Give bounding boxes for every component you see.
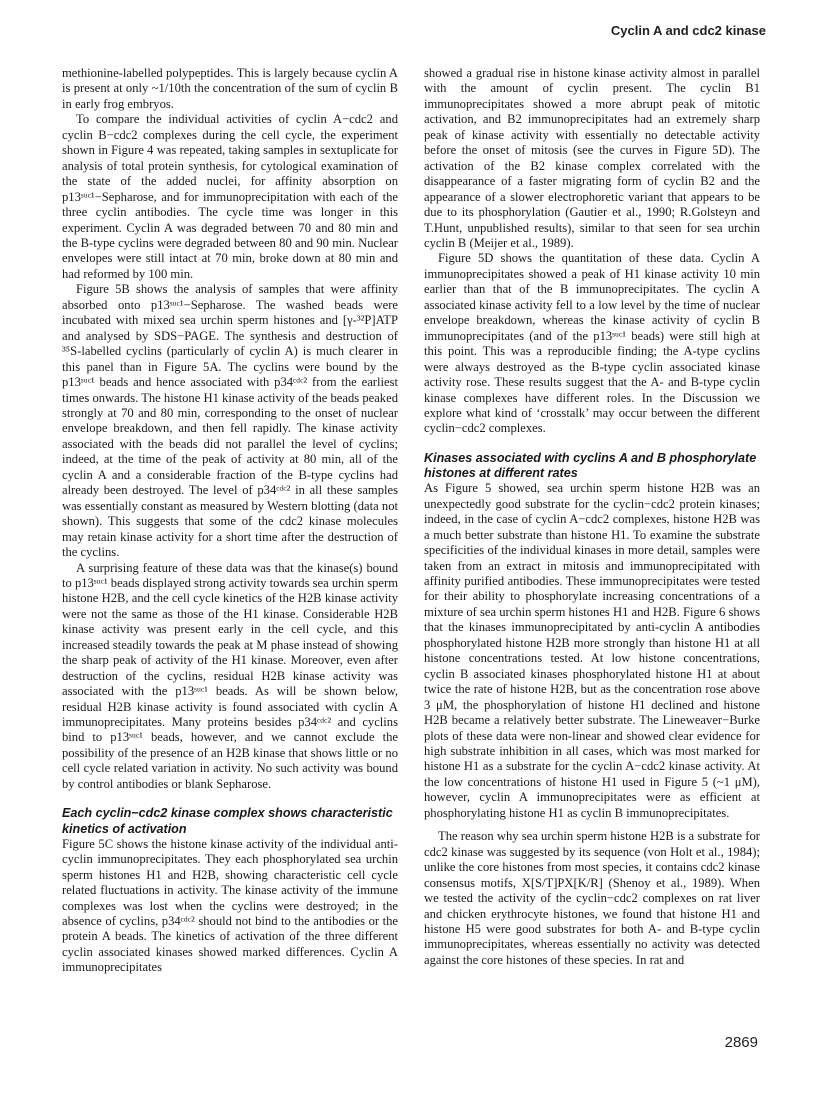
paragraph: As Figure 5 showed, sea urchin sperm histone H2B was an unexpectedly good substrate for the cyclin−cdc2 protein kinases; indeed, in the case of cyclin A−cdc2 complexes, histone H2B was a much better substrate than histone H1. To examine the substrate specificities of the individual kinases in more detail, samples were taken from an extract in mitosis and immunoprecipitated with affinity purified antibodies. These immunoprecipitates were tested for their ability to phosphorylate increasing concentrations of a mixture of sea urchin sperm histones H1 and H2B. Figure 6 shows that the kinases immunoprecipitated by anti-cyclin A antibodies phosphorylated histone H2B more strongly than histone H1 at all histone concentrations tested. At low histone concentrations, cyclin B associated kinases phosphorylated histone H1 at about twice the rate of histone H2B, but as the concentration rose above 3 μM, the phosphorylation of histone H1 declined and histone H2B became a relatively better substrate. The Lineweaver−Burke plots of these data were non-linear and showed clear evidence for high substrate inhibition in all cases, which was most marked for histone H1 as a substrate for the cyclin A−cdc2 kinase activity. At the low concentrations of histone H1 used in Figure 5 (~1 μM), however, cyclin A immunoprecipitates were as efficient at phosphorylating histone H1 as cyclin B immunoprecipitates. (424, 481, 760, 820)
paragraph: A surprising feature of these data was that the kinase(s) bound to p13ˢᵘᶜ¹ beads displayed strong activity towards sea urchin sperm histone H2B, and the cell cycle kinetics of the H2B kinase activity were not the same as those of the H1 kinase. Considerable H2B kinase activity was present early in the cell cycle, and this increased steadily towards the peak at M phase instead of showing the sharp peak of activity of the H1 kinase. Moreover, even after destruction of the cyclins, residual H2B kinase activity was associated with the p13ˢᵘᶜ¹ beads. As will be shown below, residual H2B kinase activity is found associated with cyclin A immunoprecipitates. Many proteins besides p34ᶜᵈᶜ² and cyclins bind to p13ˢᵘᶜ¹ beads, however, and we cannot exclude the possibility of the presence of an H2B kinase that shows little or no cell cycle related variation in activity. No such activity was bound by control antibodies or blank Sepharose. (62, 560, 398, 791)
section-heading: Kinases associated with cyclins A and B phosphorylate histones at different rates (424, 450, 757, 481)
paragraph: Figure 5C shows the histone kinase activity of the individual anti-cyclin immunoprecipitates. They each phosphorylated sea urchin sperm histones H1 and H2B, showing characteristic cell cycle related fluctuations in activity. The kinase activity of the immune complexes was lost when the cyclins were destroyed; in the absence of cyclins, p34ᶜᵈᶜ² should not bind to the antibodies or the protein A beads. The kinetics of activation of the three different cyclin associated kinases showed marked differences. Cyclin A immunoprecipitates (62, 836, 398, 975)
paragraph: The reason why sea urchin sperm histone H2B is a substrate for cdc2 kinase was suggested by its sequence (von Holt et al., 1984); unlike the core histones from most species, it contains cdc2 kinase consensus motifs, X[S/T]PX[K/R] (Shenoy et al., 1989). When we tested the activity of the cyclin−cdc2 complexes on rat liver and chicken erythrocyte histones, we found that histone H1 and histone H5 were good substrates for both A- and B-type cyclin immunoprecipitates, whereas essentially no activity was detected against the core histones of these species. In rat and (424, 829, 760, 967)
page-number: 2869 (724, 1034, 758, 1051)
left-column (62, 66, 398, 976)
section-heading: Each cyclin−cdc2 kinase complex shows characteristic kinetics of activation (62, 806, 393, 836)
right-column (424, 66, 760, 968)
paragraph: Figure 5D shows the quantitation of these data. Cyclin A immunoprecipitates showed a peak of H1 kinase activity 10 min earlier than that of the B immunoprecipitates. The cyclin A associated kinase activity fell to a low level by the time of nuclear envelope breakdown, whereas the kinase activity of cyclin B immunoprecipitates (and of the p13ˢᵘᶜ¹ beads) were still high at this point. This was a reproducible finding; the A-type cyclins were always destroyed as the B-type cyclin associated kinase activity rose. These results suggest that the A- and B-type cyclin kinase complexes have different roles. In the Discussion we explore what kind of ‘crosstalk’ may occur between the different cyclin−cdc2 complexes. (424, 251, 760, 436)
running-title: Cyclin A and cdc2 kinase (610, 23, 766, 38)
paragraph: showed a gradual rise in histone kinase activity almost in parallel with the amount of cyclin present. The cyclin B1 immunoprecipitates showed a more abrupt peak of mitotic activation, and B2 immunoprecipitates had an extremely sharp peak of kinase activity with essentially no detectable activity before the onset of mitosis (see the curves in Figure 5D). The activation of the B2 kinase complex correlated with the disappearance of a faster migrating form of cyclin B2 and the appearance of a slower electrophoretic variant that appears to be due to its phosphorylation (Gautier et al., 1990; R.Golsteyn and T.Hunt, unpublished results), similar to that seen for sea urchin cyclin B (Meijer et al., 1989). (424, 66, 760, 250)
paragraph: methionine-labelled polypeptides. This is largely because cyclin A is present at only ~1/10th the concentration of the sum of cyclin B in early frog embryos. (62, 66, 398, 111)
paragraph: Figure 5B shows the analysis of samples that were affinity absorbed onto p13ˢᵘᶜ¹−Sepharose. The washed beads were incubated with mixed sea urchin sperm histones and [γ-³²P]ATP and analysed by SDS−PAGE. The synthesis and destruction of ³⁵S-labelled cyclins (particularly of cyclin A) is much clearer in this panel than in Figure 5A. The cyclins were bound by the p13ˢᵘᶜ¹ beads and hence associated with p34ᶜᵈᶜ² from the earliest times onwards. The histone H1 kinase activity of the beads peaked strongly at 70 and 80 min, corresponding to the onset of nuclear envelope breakdown, and then fell rapidly. The kinase activity associated with the beads did not parallel the level of cyclins; indeed, at the time of the peak of activity at 80 min, all of the cyclin A and a considerable fraction of the B-type cyclins had already been destroyed. The level of p34ᶜᵈᶜ² in all these samples was essentially constant as measured by Western blotting (data not shown). This suggests that some of the cdc2 kinase molecules may retain kinase activity for a short time after the destruction of the cyclins. (62, 282, 398, 560)
paragraph: To compare the individual activities of cyclin A−cdc2 and cyclin B−cdc2 complexes during the cell cycle, the experiment shown in Figure 4 was repeated, taking samples in sextuplicate for analysis of total protein synthesis, for cytological examination of the state of the added nuclei, for affinity absorption on p13ˢᵘᶜ¹−Sepharose, and for immunoprecipitation with each of the three cyclin antibodies. The cycle time was longer in this experiment. Cyclin A was degraded between 70 and 80 min and the B-type cyclins were degraded between 80 and 90 min. Nuclear envelopes were still intact at 70 min, broke down at 80 min and had reformed by 100 min. (62, 112, 398, 281)
